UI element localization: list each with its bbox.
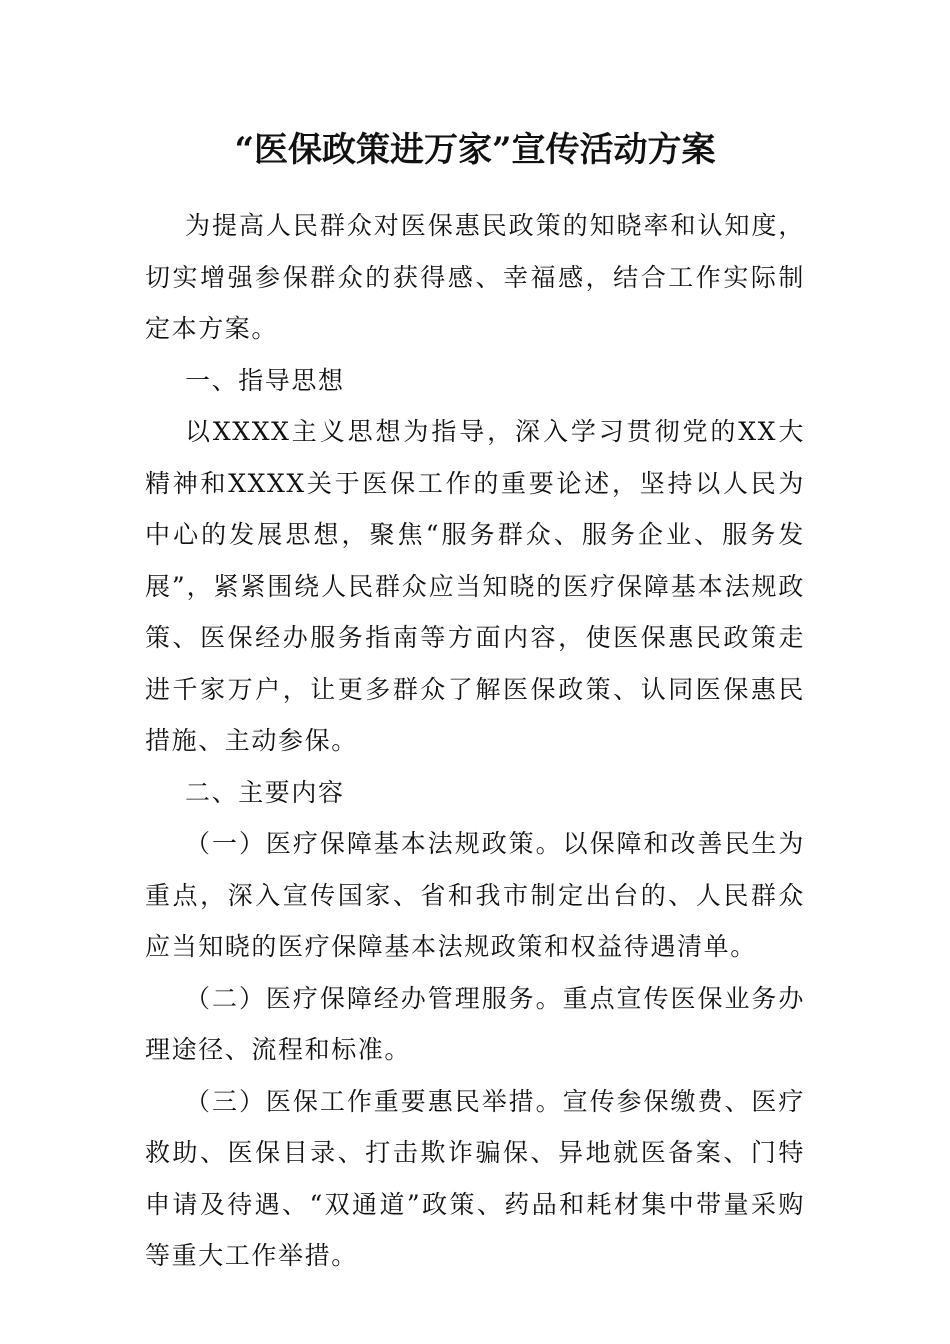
- main-content-item-1: （一）医疗保障基本法规政策。以保障和改善民生为重点，深入宣传国家、省和我市制定出台的、人民群众应当知晓的医疗保障基本法规政策和权益待遇清单。: [145, 829, 805, 961]
- main-content-item-3: （三）医保工作重要惠民举措。宣传参保缴费、医疗救助、医保目录、打击欺诈骗保、异地就医备案、门特申请及待遇、“双通道”政策、药品和耗材集中带量采购等重大工作举措。: [145, 1086, 805, 1270]
- document-title: “医保政策进万家”宣传活动方案: [234, 130, 716, 170]
- document-body: [145, 200, 805, 1282]
- intro-paragraph: 为提高人民群众对医保惠民政策的知晓率和认知度，切实增强参保群众的获得感、幸福感，结合工作实际制定本方案。: [145, 211, 805, 343]
- section-heading-guiding-ideology: 一、指导思想: [185, 365, 345, 395]
- section-heading-main-content: 二、主要内容: [185, 777, 345, 807]
- guiding-ideology-paragraph: 以XXXX主义思想为指导，深入学习贯彻党的XX大精神和XXXX关于医保工作的重要论述，坚持以人民为中心的发展思想，聚焦“服务群众、服务企业、服务发展”，紧紧围绕人民群众应当知晓的医疗保障基本法规政策、医保经办服务指南等方面内容，使医保惠民政策走进千家万户，让更多群众了解医保政策、认同医保惠民措施、主动参保。: [145, 417, 805, 755]
- main-content-item-2: （二）医疗保障经办管理服务。重点宣传医保业务办理途径、流程和标准。: [145, 983, 805, 1064]
